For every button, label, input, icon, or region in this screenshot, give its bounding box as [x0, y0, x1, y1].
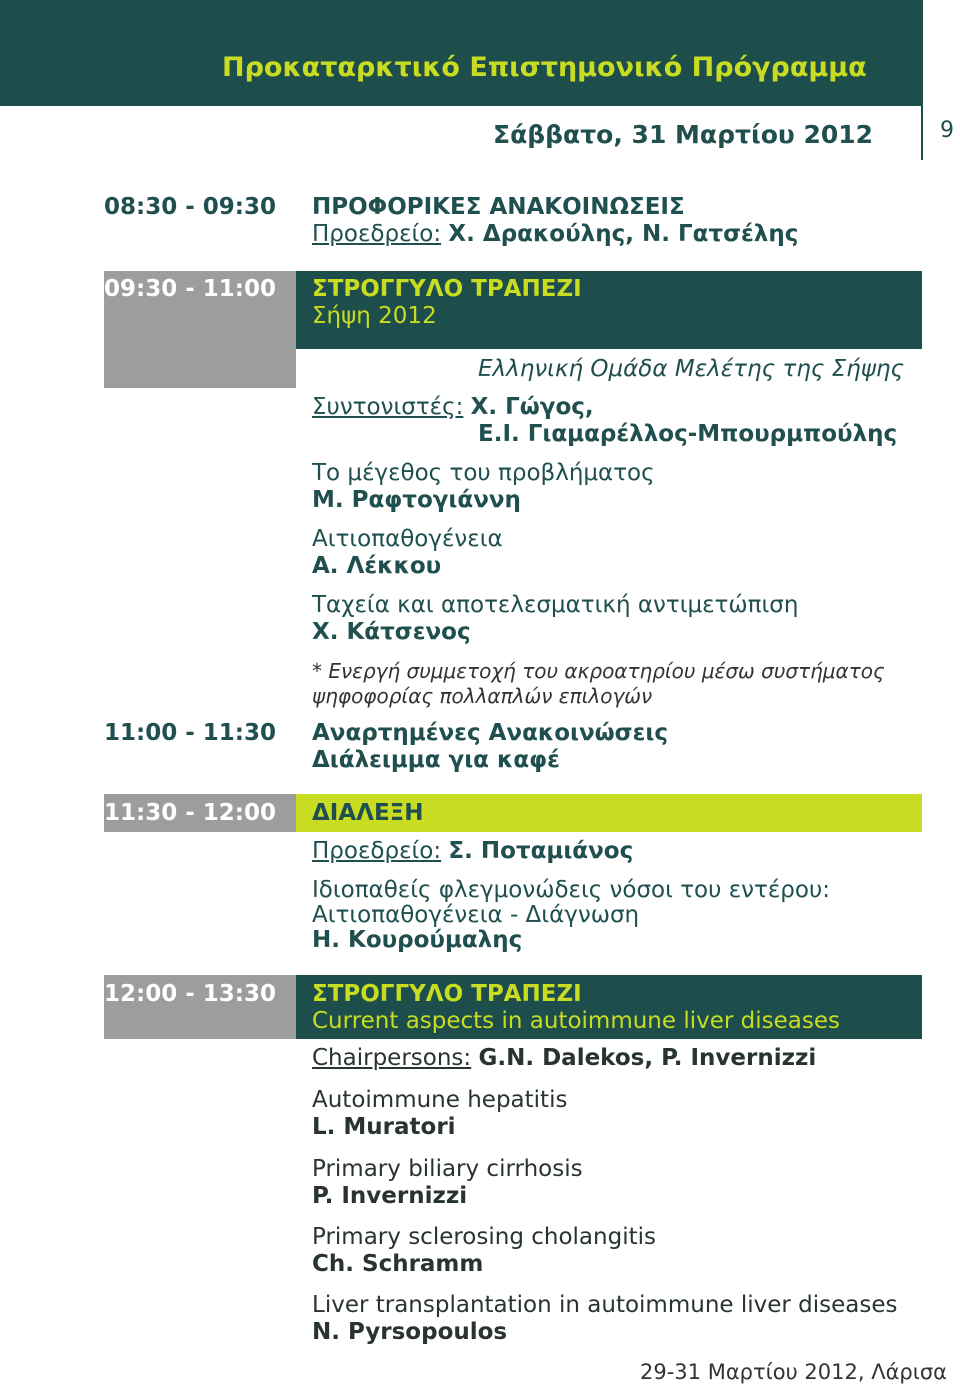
talk-speaker: N. Pyrsopoulos: [312, 1319, 508, 1345]
audience-note: ψηφοφορίας πολλαπλών επιλογών: [312, 684, 653, 708]
coffee-break-label: Διάλειμμα για καφέ: [312, 747, 560, 773]
chair-names: Σ. Ποταμιάνος: [448, 838, 634, 864]
chair-label: Chairpersons:: [312, 1045, 472, 1071]
talk-speaker: Μ. Ραφτογιάννη: [312, 487, 521, 513]
program-date: Σάββατο, 31 Μαρτίου 2012: [493, 120, 874, 149]
session-subtitle: Σήψη 2012: [312, 303, 437, 329]
session-time: 12:00 - 13:30: [104, 981, 276, 1007]
chair-names: Χ. Δρακούλης, Ν. Γατσέλης: [448, 221, 799, 247]
coordinator-name: Χ. Γώγος,: [470, 394, 594, 420]
chair-row: [312, 838, 633, 865]
session-time: 11:30 - 12:00: [104, 800, 276, 826]
talk-title: Autoimmune hepatitis: [312, 1087, 568, 1113]
talk-title: Ιδιοπαθείς φλεγμονώδεις νόσοι του εντέρου:: [312, 877, 831, 903]
talk-title: Αιτιοπαθογένεια - Διάγνωση: [312, 902, 640, 928]
talk-title: Αιτιοπαθογένεια: [312, 526, 503, 552]
talk-title: Liver transplantation in autoimmune liver diseases: [312, 1292, 898, 1318]
session-title: ΠΡΟΦΟΡΙΚΕΣ ΑΝΑΚΟΙΝΩΣΕΙΣ: [312, 194, 685, 220]
session-title: ΣΤΡΟΓΓΥΛΟ ΤΡΑΠΕΖΙ: [312, 276, 582, 302]
talk-title: Primary sclerosing cholangitis: [312, 1224, 656, 1250]
session-time: 08:30 - 09:30: [104, 194, 276, 220]
chair-row: [312, 1045, 816, 1072]
talk-title: Ταχεία και αποτελεσματική αντιμετώπιση: [312, 592, 799, 618]
coordinators-row: [312, 394, 594, 421]
study-group: Ελληνική Ομάδα Μελέτης της Σήψης: [478, 356, 904, 382]
page-title: Προκαταρκτικό Επιστημονικό Πρόγραμμα: [222, 52, 867, 83]
talk-speaker: Ch. Schramm: [312, 1251, 484, 1277]
footer-event-info: 29-31 Μαρτίου 2012, Λάρισα: [640, 1360, 948, 1384]
header-divider: [921, 0, 923, 160]
session-subtitle: Current aspects in autoimmune liver diseases: [312, 1008, 840, 1034]
audience-note: * Ενεργή συμμετοχή του ακροατηρίου μέσω συστήματος: [312, 659, 885, 683]
coordinators-label: Συντονιστές:: [312, 394, 464, 420]
session-title: ΔΙΑΛΕΞΗ: [312, 800, 424, 826]
chair-names: G.N. Dalekos, P. Invernizzi: [478, 1045, 817, 1071]
talk-speaker: L. Muratori: [312, 1114, 456, 1140]
posters-label: Αναρτημένες Ανακοινώσεις: [312, 720, 668, 746]
talk-speaker: Χ. Κάτσενος: [312, 619, 471, 645]
talk-speaker: Α. Λέκκου: [312, 553, 442, 579]
page-number: 9: [940, 118, 954, 143]
coordinator-name: Ε.Ι. Γιαμαρέλλος-Μπουρμπούλης: [478, 421, 898, 447]
chair-label: Προεδρείο:: [312, 221, 442, 247]
session-title: ΣΤΡΟΓΓΥΛΟ ΤΡΑΠΕΖΙ: [312, 981, 582, 1007]
talk-speaker: Η. Κουρούμαλης: [312, 927, 523, 953]
session-time: 09:30 - 11:00: [104, 276, 276, 302]
talk-title: Το μέγεθος του προβλήματος: [312, 460, 655, 486]
chair-label: Προεδρείο:: [312, 838, 442, 864]
session-time: 11:00 - 11:30: [104, 720, 276, 746]
chair-row: [312, 221, 798, 248]
talk-title: Primary biliary cirrhosis: [312, 1156, 583, 1182]
talk-speaker: P. Invernizzi: [312, 1183, 468, 1209]
